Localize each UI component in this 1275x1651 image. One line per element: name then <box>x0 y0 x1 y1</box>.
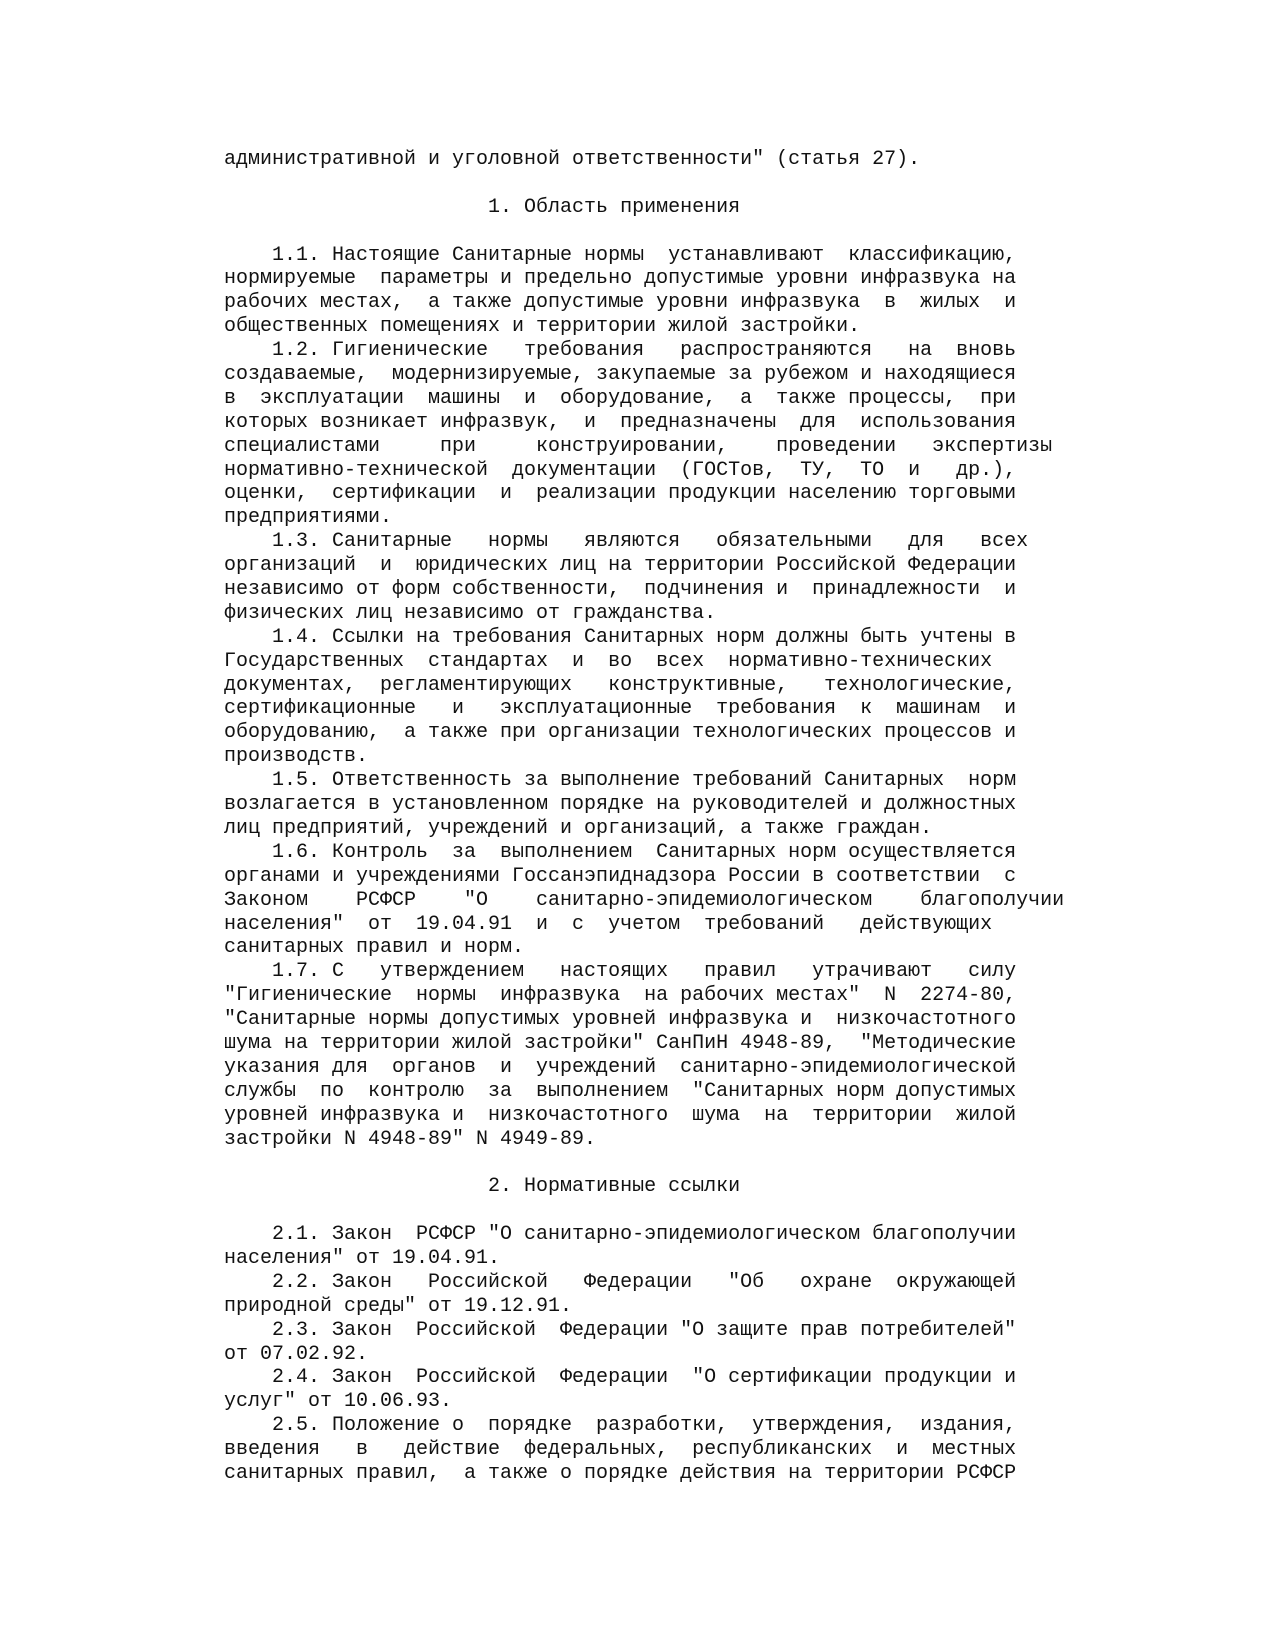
text-line: 1.3. Санитарные нормы являются обязательными для всех <box>224 530 1029 554</box>
text-line: оборудованию, а также при организации технологических процессов и <box>224 721 1017 745</box>
text-line: независимо от форм собственности, подчинения и принадлежности и <box>224 578 1017 602</box>
text-line: службы по контролю за выполнением "Санитарных норм допустимых <box>224 1079 1017 1103</box>
text-line: документах, регламентирующих конструктивные, технологические, <box>224 673 1017 697</box>
text-line: сертификационные и эксплуатационные требования к машинам и <box>224 697 1017 721</box>
section-heading-2: 2. Нормативные ссылки <box>224 1175 741 1199</box>
text-line: производств. <box>224 745 369 769</box>
text-line: рабочих местах, а также допустимые уровни инфразвука в жилых и <box>224 291 1017 315</box>
section-heading-1: 1. Область применения <box>224 195 741 219</box>
text-line: возлагается в установленном порядке на руководителей и должностных <box>224 793 1017 817</box>
text-line: природной среды" от 19.12.91. <box>224 1294 573 1318</box>
text-line: от 07.02.92. <box>224 1342 369 1366</box>
text-line: 1.5. Ответственность за выполнение требований Санитарных норм <box>224 769 1017 793</box>
text-line: административной и уголовной ответственности" (статья 27). <box>224 148 921 171</box>
text-line: общественных помещениях и территории жилой застройки. <box>224 315 861 339</box>
text-line: 1.4. Ссылки на требования Санитарных норм должны быть учтены в <box>224 625 1017 649</box>
text-line: нормативно-технической документации (ГОСТов, ТУ, ТО и др.), <box>224 458 1017 482</box>
text-line: 2.4. Закон Российской Федерации "О сертификации продукции и <box>224 1366 1017 1390</box>
text-line: 1.7. С утверждением настоящих правил утрачивают силу <box>224 960 1017 984</box>
text-line: населения" от 19.04.91. <box>224 1246 501 1270</box>
text-line: застройки N 4948-89" N 4949-89. <box>224 1127 597 1151</box>
text-line: 1.6. Контроль за выполнением Санитарных норм осуществляется <box>224 840 1017 864</box>
text-line: в эксплуатации машины и оборудование, а также процессы, при <box>224 386 1017 410</box>
text-line: 2.2. Закон Российской Федерации "Об охране окружающей <box>224 1270 1017 1294</box>
text-line: предприятиями. <box>224 506 393 530</box>
text-line: 2.3. Закон Российской Федерации "О защите прав потребителей" <box>224 1318 1017 1342</box>
text-line: Государственных стандартах и во всех нормативно-технических <box>224 649 993 673</box>
text-line: указания для органов и учреждений санитарно-эпидемиологической <box>224 1055 1017 1079</box>
blank-line <box>224 1199 1044 1223</box>
text-line: физических лиц независимо от гражданства. <box>224 601 717 625</box>
text-line: нормируемые параметры и предельно допустимые уровни инфразвука на <box>224 267 1017 291</box>
text-line: 2.5. Положение о порядке разработки, утверждения, издания, <box>224 1414 1017 1438</box>
text-line: которых возникает инфразвук, и предназначены для использования <box>224 410 1017 434</box>
text-line: населения" от 19.04.91 и с учетом требований действующих <box>224 912 993 936</box>
blank-line <box>224 1151 1044 1175</box>
text-line: санитарных правил, а также о порядке действия на территории РСФСР <box>224 1461 1017 1485</box>
text-line: "Санитарные нормы допустимых уровней инфразвука и низкочастотного <box>224 1008 1017 1032</box>
text-line: шума на территории жилой застройки" СанПиН 4948-89, "Методические <box>224 1031 1017 1055</box>
text-line: специалистами при конструировании, проведении экспертизы <box>224 434 1053 458</box>
text-line: 1.2. Гигиенические требования распространяются на вновь <box>224 339 1017 363</box>
text-line: уровней инфразвука и низкочастотного шума на территории жилой <box>224 1103 1017 1127</box>
text-line: оценки, сертификации и реализации продукции населению торговыми <box>224 482 1017 506</box>
text-line: 1.1. Настоящие Санитарные нормы устанавливают классификацию, <box>224 243 1017 267</box>
text-line: организаций и юридических лиц на территории Российской Федерации <box>224 554 1017 578</box>
text-line: введения в действие федеральных, республиканских и местных <box>224 1438 1017 1462</box>
text-line: органами и учреждениями Госсанэпиднадзора России в соответствии с <box>224 864 1017 888</box>
text-line: лиц предприятий, учреждений и организаций, а также граждан. <box>224 816 933 840</box>
text-line: санитарных правил и норм. <box>224 936 525 960</box>
text-line: "Гигиенические нормы инфразвука на рабочих местах" N 2274-80, <box>224 984 1017 1008</box>
document-body <box>224 148 1065 1486</box>
text-line: Законом РСФСР "О санитарно-эпидемиологическом благополучии <box>224 888 1065 912</box>
blank-line <box>224 172 1044 196</box>
text-line: услуг" от 10.06.93. <box>224 1390 453 1414</box>
text-line: создаваемые, модернизируемые, закупаемые за рубежом и находящиеся <box>224 363 1017 387</box>
text-line: 2.1. Закон РСФСР "О санитарно-эпидемиологическом благополучии <box>224 1223 1017 1247</box>
blank-line <box>224 220 1044 244</box>
